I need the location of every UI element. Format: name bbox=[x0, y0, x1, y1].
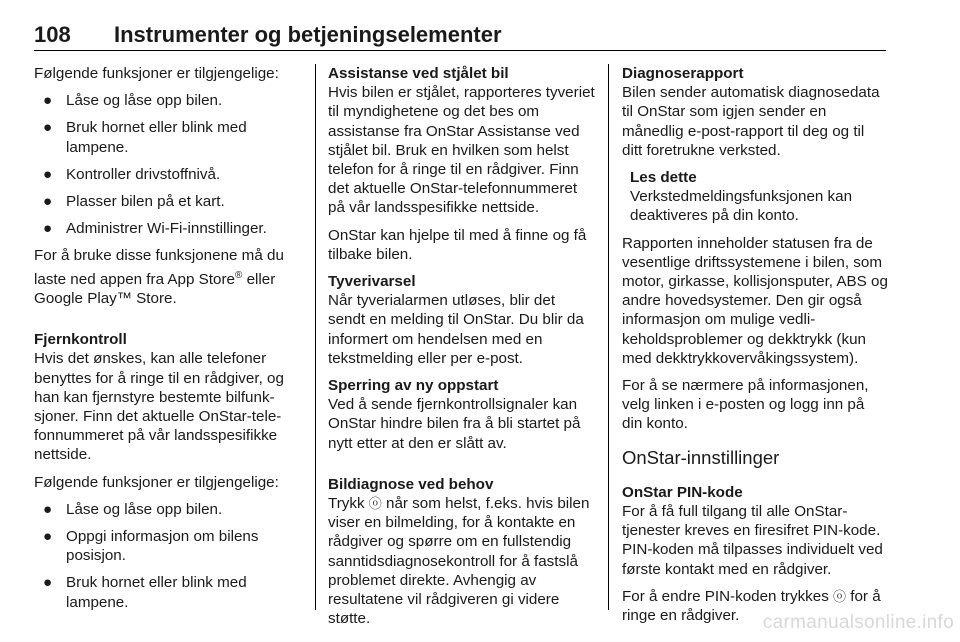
theft-text-2: OnStar kan hjelpe til med å finne og få tilbake bilen. bbox=[328, 226, 587, 263]
bullet-icon: ● bbox=[43, 527, 53, 545]
bullet-icon: ● bbox=[43, 92, 53, 110]
list-item: ● Bruk hornet eller blink med lampene. bbox=[43, 119, 247, 156]
list-item: ● Administrer Wi-Fi-innstillinger. bbox=[43, 220, 267, 238]
block-text: Ved å sende fjernkontrollsignaler kan OnStar hindre bilen fra å bli startet på nytt etter at den er slått av. bbox=[328, 396, 581, 452]
bullet-icon: ● bbox=[43, 500, 53, 518]
pin-heading: OnStar PIN-kode bbox=[622, 483, 743, 501]
column-2 bbox=[328, 64, 596, 636]
note-text: Verkstedmeldingsfunksjonen kan deaktiveres på din konto. bbox=[630, 188, 853, 225]
onstar-button-icon: ⓞ bbox=[833, 588, 847, 604]
settings-heading: OnStar-innstillinger bbox=[622, 446, 780, 468]
page-number: 108 bbox=[34, 22, 71, 47]
alarm-heading: Tyverivarsel bbox=[328, 273, 416, 291]
bullet-icon: ● bbox=[43, 574, 53, 592]
onstar-button-icon: ⓞ bbox=[368, 496, 382, 512]
watermark: carmanualsonline.info bbox=[762, 612, 954, 633]
bullet-icon: ● bbox=[43, 220, 53, 238]
pin-text: For å få full tilgang til alle OnStar-tjenester kreves en firesifret PIN-kode. PIN-koden må tilpasses individuelt ved første kontakt med en rådgiver. bbox=[622, 503, 883, 578]
remote-text: Hvis det ønskes, kan alle telefoner benyttes for å ringe til en rådgiver, og han kan fjernstyre bestemte bilfunksjoner. Finn det aktuelle OnStar-telefonnummeret på vår landsspesifikke nettside. bbox=[34, 350, 284, 464]
list-item: ● Låse og låse opp bilen. bbox=[43, 92, 223, 110]
list-item: ● Låse og låse opp bilen. bbox=[43, 500, 223, 518]
diag-heading: Bildiagnose ved behov bbox=[328, 475, 494, 493]
bullet-icon: ● bbox=[43, 165, 53, 183]
column-divider-2 bbox=[608, 64, 609, 610]
intro-text: Følgende funksjoner er tilgjengelige: bbox=[34, 65, 279, 82]
note-box bbox=[630, 168, 888, 226]
block-heading: Sperring av ny oppstart bbox=[328, 377, 499, 395]
feature-list-1 bbox=[34, 91, 306, 238]
bullet-icon: ● bbox=[43, 193, 53, 211]
list-item: ● Kontroller drivstoffnivå. bbox=[43, 165, 221, 183]
pin-change-text: For å endre PIN-koden trykkes ⓞ for å ringe en rådgiver. bbox=[622, 587, 881, 625]
theft-text: Hvis bilen er stjålet, rapporteres tyveriet til myndighetene og det bes om assistanse fra OnStar Assistanse ved stjålet bil. Bruk en hvilken som helst telefon for å ringe til en rådgiver. Finn det aktuelle OnStar-telefonnummeret på vår landsspesifikke nettside. bbox=[328, 84, 595, 217]
list-item: ● Plasser bilen på et kart. bbox=[43, 193, 225, 211]
column-divider-1 bbox=[315, 64, 316, 610]
page-title: Instrumenter og betjeningselementer bbox=[114, 22, 502, 47]
header-divider bbox=[34, 50, 886, 51]
list-item: ● Bruk hornet eller blink med lampene. bbox=[43, 574, 247, 611]
diag-text: Trykk ⓞ når som helst, f.eks. hvis bilen viser en bilmelding, for å kontakte en rådgiver og spørre om en fullstendig sanntidsdiagnosekontroll for å fastslå problemet direkte. Avhengig av resultatene vil rådgiveren gi videre støtte. bbox=[328, 495, 590, 628]
intro-text-2: Følgende funksjoner er tilgjengelige: bbox=[34, 473, 279, 491]
theft-heading: Assistanse ved stjålet bil bbox=[328, 65, 509, 82]
remote-heading: Fjernkontroll bbox=[34, 331, 127, 349]
feature-list-2 bbox=[34, 500, 306, 612]
report-heading: Diagnoserapport bbox=[622, 65, 744, 82]
app-text: For å bruke disse funksjonene må du laste ned appen fra App Store® eller Google Play™ Store. bbox=[34, 247, 284, 307]
list-item: ● Oppgi informasjon om bilens posisjon. bbox=[43, 527, 259, 565]
report-text-2: Rapporten inneholder statusen fra de vesentlige driftssystemene i bilen, som motor, girkasse, kollisjonsputer, ABS og andre hovedsystemer. Den gir også informasjon om mulige vedlikeholdsproblemer og dekktrykk (kun med dekktrykkovervåkingssystem). bbox=[622, 234, 888, 367]
report-text-3: For å se nærmere på informasjonen, velg linken i e-posten og logg inn på din konto. bbox=[622, 377, 869, 433]
column-1 bbox=[34, 64, 306, 620]
bullet-icon: ● bbox=[43, 119, 53, 137]
page-header bbox=[34, 20, 886, 52]
report-text: Bilen sender automatisk diagnosedata til OnStar som igjen sender en månedlig e-post-rapport til deg og til ditt foretrukne verksted. bbox=[622, 84, 880, 159]
column-3 bbox=[622, 64, 888, 633]
alarm-text: Når tyverialarmen utløses, blir det sendt en melding til OnStar. Du blir da informert om hendelsen med en tekstmelding eller per e-post. bbox=[328, 292, 584, 367]
note-heading: Les dette bbox=[630, 169, 697, 187]
